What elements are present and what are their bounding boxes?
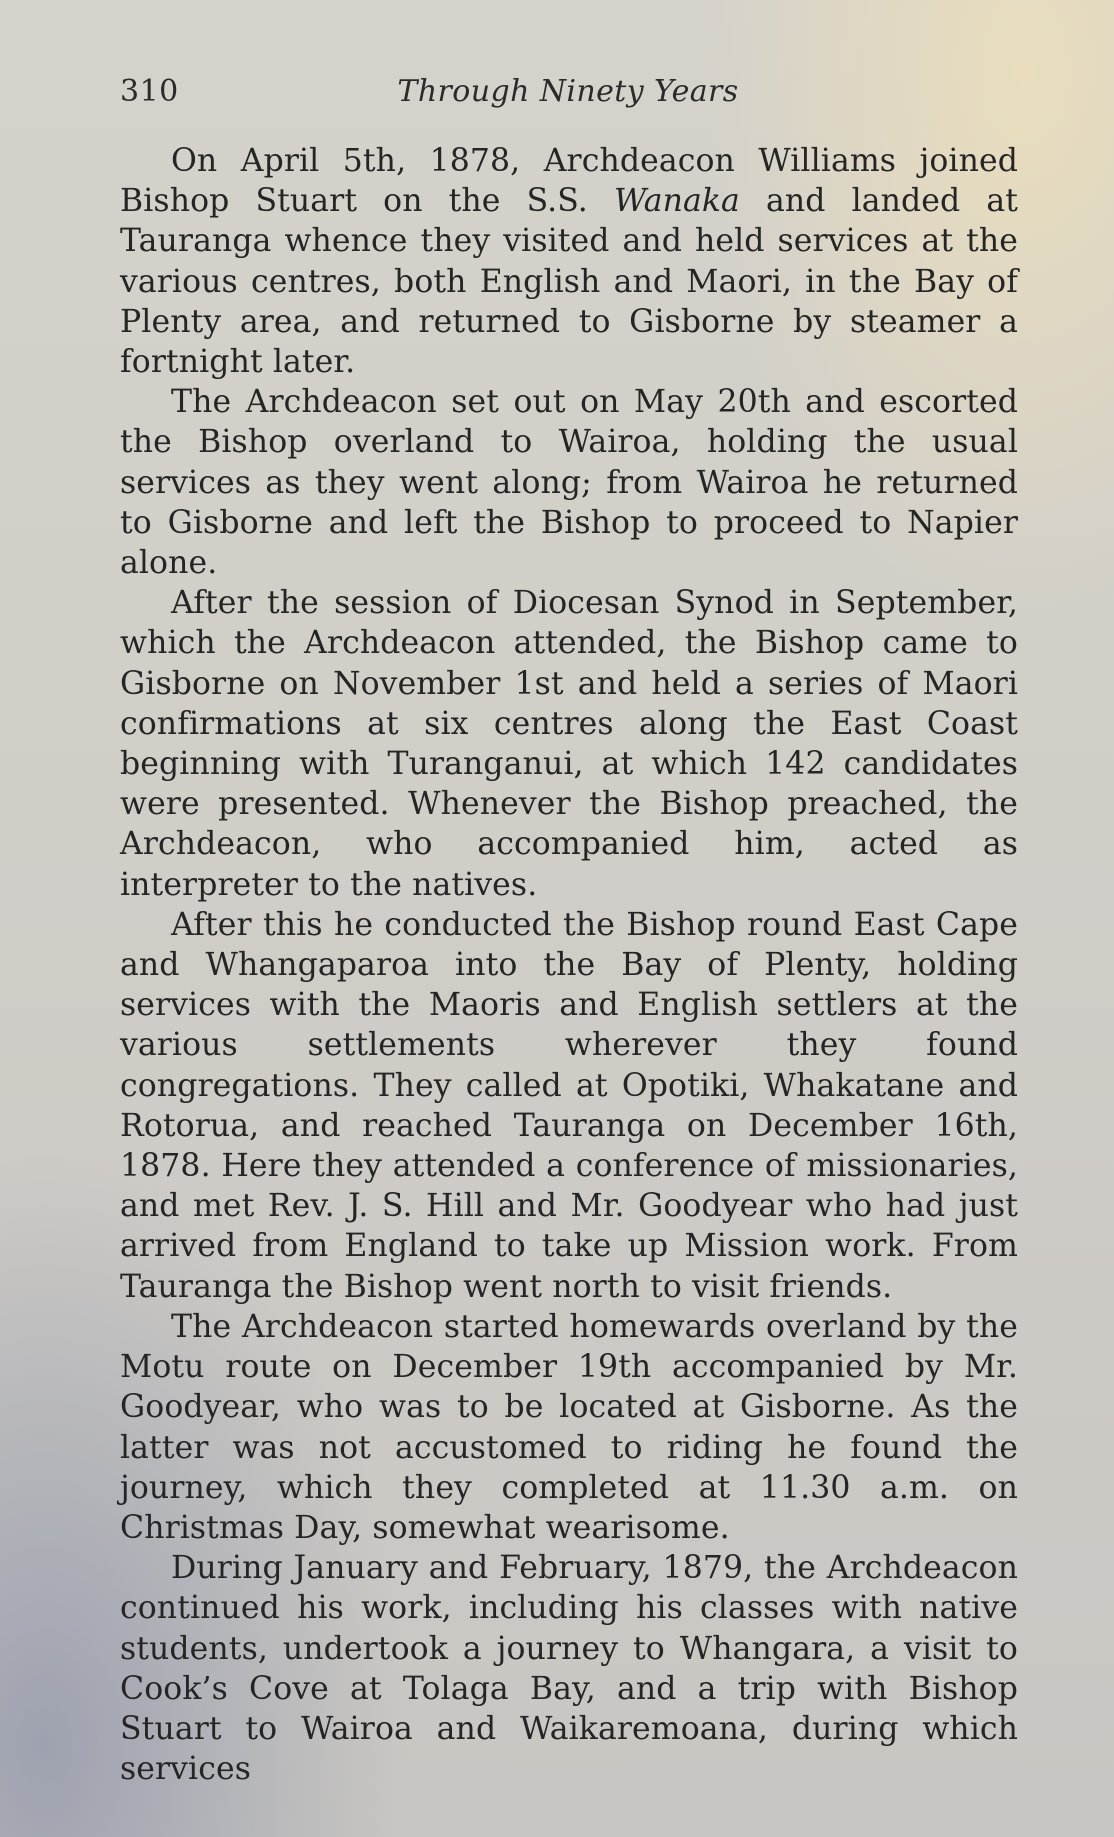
paragraph-5: The Archdeacon started homewards overland by the Motu route on December 19th accompanied by Mr. Goodyear, who was to be located at Gisborne. As the latter was not accustomed to riding he found the journey, which they completed at 11.30 a.m. on Christmas Day, somewhat wearisome.	[120, 1308, 1018, 1546]
paragraph-2: The Archdeacon set out on May 20th and escorted the Bishop overland to Wairoa, holding the usual services as they went along; from Wairoa he returned to Gisborne and left the Bishop to proceed to Napier alone.	[120, 384, 1018, 582]
paragraph-1	[120, 141, 1018, 382]
page-header	[120, 74, 1016, 118]
running-title: Through Ninety Years	[397, 74, 739, 109]
paragraph-3: After the session of Diocesan Synod in September, which the Archdeacon attended, the Bishop came to Gisborne on November 1st and held a series of Maori confirmations at six centres along the East Coast beginning with Turanganui, at which 142 candidates were presented. Whenever the Bishop preached, the Archdeacon, who accompanied him, acted as interpreter to the natives.	[120, 585, 1018, 903]
ship-name: Wanaka	[613, 183, 740, 220]
paragraph-1-text-before: On April 5th, 1878, Archdeacon Williams joined Bishop Stuart on the S.S.	[120, 143, 1018, 220]
paragraph-4: After this he conducted the Bishop round East Cape and Whangaparoa into the Bay of Plenty, holding services with the Maoris and English settlers at the various settlements wherever they found congregations. They called at Opotiki, Whakatane and Rotorua, and reached Tauranga on December 16th, 1878. Here they attended a conference of missionaries, and met Rev. J. S. Hill and Mr. Goodyear who had just arrived from England to take up Mission work. From Tauranga the Bishop went north to visit friends.	[120, 906, 1018, 1305]
page-number: 310	[120, 74, 179, 109]
paragraph-1-text-after: and landed at Tauranga whence they visited and held services at the various centres, both English and Maori, in the Bay of Plenty area, and returned to Gisborne by steamer a fortnight later.	[120, 183, 1018, 381]
paragraph-6: During January and February, 1879, the Archdeacon continued his work, including his classes with native students, undertook a journey to Whangara, a visit to Cook’s Cove at Tolaga Bay, and a trip with Bishop Stuart to Wairoa and Waikaremoana, during which services	[120, 1550, 1018, 1788]
body-text	[120, 141, 1018, 1789]
